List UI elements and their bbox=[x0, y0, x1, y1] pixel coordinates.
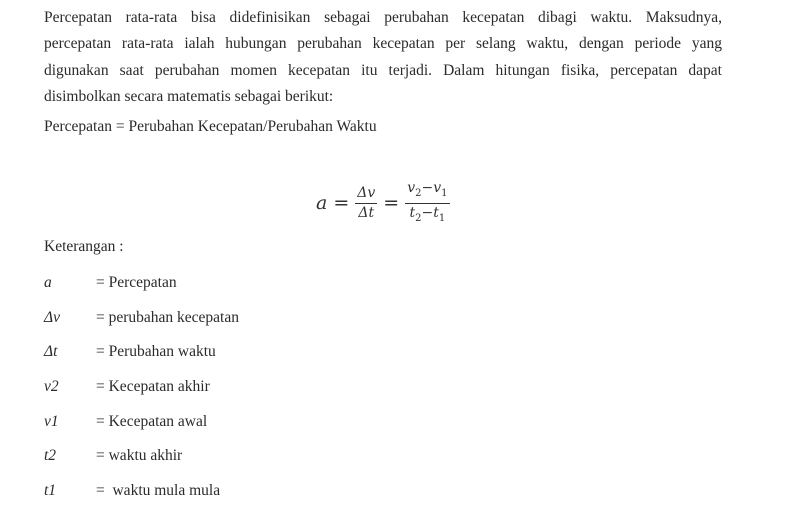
paragraph-line: Percepatan rata-rata bisa didefinisikan sebagai perubahan kecepatan dibagi waktu. Maksudnya, bbox=[44, 9, 722, 26]
legend-symbol: Δt bbox=[44, 343, 58, 360]
legend-description: = waktu akhir bbox=[96, 447, 183, 464]
delta-v: Δv bbox=[355, 185, 377, 204]
legend-row bbox=[44, 274, 177, 292]
legend-row bbox=[44, 413, 207, 431]
legend-description: = Perubahan waktu bbox=[96, 343, 216, 360]
legend-symbol: a bbox=[44, 274, 52, 291]
intro-paragraph bbox=[44, 5, 722, 110]
legend-symbol: t2 bbox=[44, 447, 57, 464]
formula-lhs: a bbox=[316, 192, 328, 215]
legend-symbol: v2 bbox=[44, 378, 59, 395]
paragraph-line: digunakan saat perubahan momen kecepatan itu terjadi. Dalam hitungan fisika, percepatan dapat bbox=[44, 61, 722, 79]
paragraph-line: disimbolkan secara matematis sebagai berikut: bbox=[44, 87, 334, 105]
legend-description: = perubahan kecepatan bbox=[96, 309, 239, 326]
acceleration-formula bbox=[316, 180, 450, 227]
time-difference: $t_2-t_1$ bbox=[409, 204, 446, 224]
legend-symbol: Δv bbox=[44, 309, 60, 326]
legend-description: = Percepatan bbox=[96, 274, 177, 291]
delta-fraction bbox=[355, 185, 377, 222]
legend-symbol: t1 bbox=[44, 482, 57, 499]
keterangan-title: Keterangan : bbox=[44, 238, 124, 255]
legend-description: = waktu mula mula bbox=[96, 482, 221, 499]
legend-row bbox=[44, 343, 216, 361]
velocity-difference: $v_2-v_1$ bbox=[405, 180, 449, 204]
legend-symbol: v1 bbox=[44, 413, 59, 430]
legend-description: = Kecepatan akhir bbox=[96, 378, 210, 395]
difference-fraction bbox=[405, 180, 449, 227]
equals-sign: = bbox=[333, 192, 350, 215]
legend-row bbox=[44, 447, 182, 465]
equals-sign: = bbox=[383, 192, 400, 215]
acceleration-definition: Percepatan = Perubahan Kecepatan/Perubahan Waktu bbox=[44, 118, 377, 135]
paragraph-line: percepatan rata-rata ialah hubungan perubahan kecepatan per selang waktu, dengan periode yang bbox=[44, 35, 722, 53]
legend-row bbox=[44, 482, 220, 500]
delta-t: Δt bbox=[358, 204, 375, 221]
legend-row bbox=[44, 309, 239, 327]
legend-row bbox=[44, 378, 210, 396]
legend-description: = Kecepatan awal bbox=[96, 413, 208, 430]
